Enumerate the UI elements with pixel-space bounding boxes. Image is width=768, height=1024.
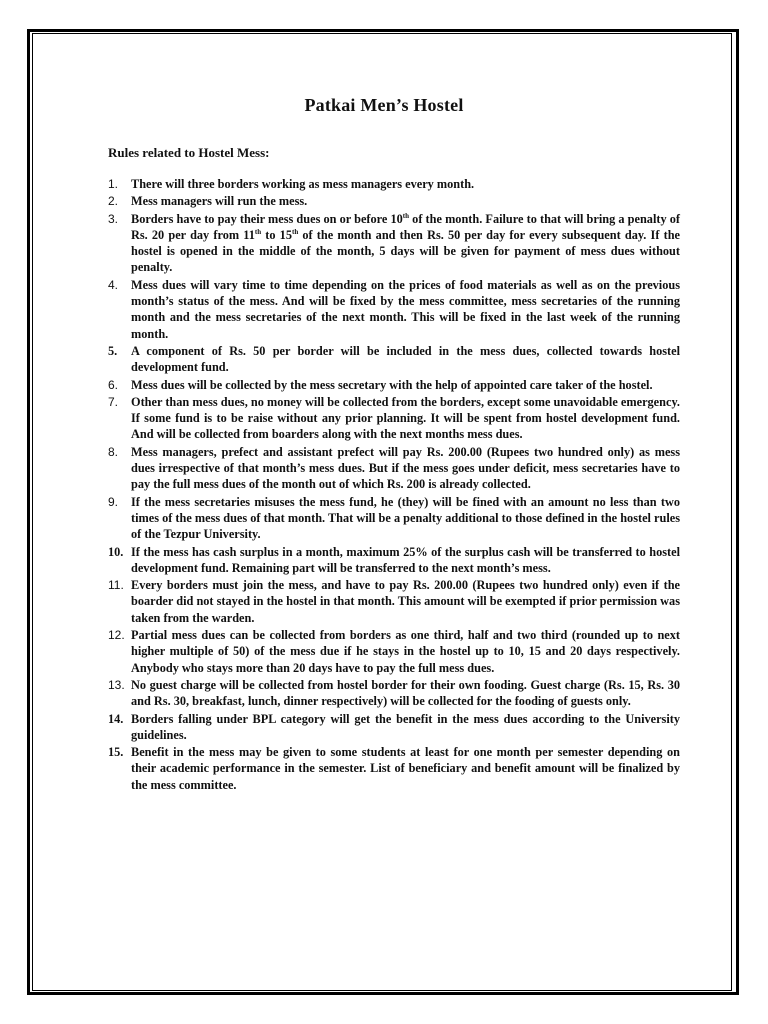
rule-item	[100, 744, 680, 793]
rule-text-segment: A component of Rs. 50 per border will be included in the mess dues, collected towards hostel development fund.	[131, 343, 680, 375]
rule-text	[131, 395, 680, 442]
rule-item	[100, 343, 680, 376]
rule-number: 14.	[108, 711, 124, 726]
rule-text	[131, 378, 653, 392]
rule-text-segment: Borders have to pay their mess dues on or before 10	[131, 211, 403, 226]
rule-text	[131, 177, 474, 191]
rule-number: 15.	[108, 745, 124, 760]
rule-text-segment: Mess dues will vary time to time depending on the prices of food materials as well as on the previous month’s status of the mess. And will be fixed by the mess committee, mess secretaries of the running month and the mess secretaries of the next month. This will be fixed in the last week of the running month.	[131, 277, 680, 341]
rule-item	[100, 211, 680, 276]
rule-text	[131, 495, 680, 542]
rule-item	[100, 394, 680, 443]
rule-number: 8.	[108, 444, 119, 459]
rule-item	[100, 627, 680, 676]
rule-item	[100, 277, 680, 342]
rule-text	[131, 344, 680, 374]
rule-text-segment: of the month. Failure to that will bring a penalty of Rs. 20 per day from 11	[131, 211, 680, 242]
rule-number: 11.	[108, 578, 124, 593]
rule-number: 6.	[108, 377, 119, 392]
rule-text-segment: There will three borders working as mess managers every month.	[131, 177, 475, 191]
rule-text	[131, 445, 680, 492]
rule-text	[131, 545, 680, 575]
ordinal-superscript: th	[402, 211, 410, 220]
rule-item	[100, 577, 680, 626]
rule-text-segment: Borders falling under BPL category will get the benefit in the mess dues according to the University guidelines.	[131, 711, 680, 742]
rule-text	[131, 194, 307, 208]
ordinal-superscript: th	[254, 227, 262, 236]
rule-text-segment: If the mess has cash surplus in a month, maximum 25% of the surplus cash will be transferred to hostel development fund. Remaining part will be transferred to the next month’s mess.	[131, 544, 680, 575]
rule-item	[100, 544, 680, 577]
rule-item	[100, 193, 680, 209]
rule-item	[100, 377, 680, 393]
rule-text-segment: of the month and then Rs. 50 per day for every subsequent day. If the hostel is opened in the middle of the month, 5 days will be given for payment of mess dues without penalty.	[131, 227, 680, 275]
rule-text	[131, 678, 680, 708]
rule-number: 10.	[108, 544, 124, 559]
rule-number: 12.	[108, 628, 125, 643]
rule-number: 2.	[108, 194, 119, 209]
rule-text-segment: If the mess secretaries misuses the mess fund, he (they) will be fined with an amount no less than two times of the mess dues of that month. That will be a penalty additional to those defined in the hostel rules of the Tezpur University.	[131, 494, 680, 542]
rule-item	[100, 444, 680, 493]
rule-text-segment: No guest charge will be collected from hostel border for their own fooding. Guest charge (Rs. 15, Rs. 30 and Rs. 30, breakfast, lunch, dinner respectively) will be collected for the fooding of guests only.	[131, 677, 680, 709]
rule-number: 4.	[108, 277, 119, 292]
rule-item	[100, 711, 680, 744]
rule-text	[131, 745, 680, 792]
rule-item	[100, 494, 680, 543]
rule-number: 7.	[108, 394, 119, 409]
rule-text-segment: Benefit in the mess may be given to some students at least for one month per semester depending on their academic performance in the semester. List of beneficiary and benefit amount will be finalized by the mess committee.	[131, 745, 680, 792]
rule-text-segment: Other than mess dues, no money will be collected from the borders, except some unavoidable emergency. If some fund is to be raise without any prior planning. It will be spent from hostel development fund. And will be collected from boarders along with the next months mess dues.	[131, 394, 680, 442]
rule-text-segment: Partial mess dues can be collected from borders as one third, half and two third (rounded up to next higher multiple of 50) of the mess due if he stays in the hostel up to 10, 15 and 20 days respectively. Anybody who stays more than 20 days have to pay the full mess dues.	[131, 628, 680, 675]
rule-number: 13.	[108, 677, 125, 692]
rules-list	[100, 176, 680, 794]
rule-text	[131, 578, 680, 625]
rule-number: 1.	[108, 177, 119, 191]
rule-number: 3.	[108, 211, 119, 226]
rule-text-segment: Mess managers will run the mess.	[131, 194, 308, 209]
document-subtitle: Rules related to Hostel Mess:	[108, 145, 270, 160]
rule-text-segment: Every borders must join the mess, and have to pay Rs. 200.00 (Rupees two hundred only) even if the boarder did not stayed in the hostel in that month. This amount will be exempted if prior permission was taken from the warden.	[131, 578, 680, 625]
rule-text-segment: Mess dues will be collected by the mess secretary with the help of appointed care taker of the hostel.	[131, 377, 653, 392]
rule-text-segment: Mess managers, prefect and assistant prefect will pay Rs. 200.00 (Rupees two hundred only) as mess dues irrespective of that month’s mess dues. But if the mess goes under deficit, mess secretaries have to pay the full mess dues of the month out of which Rs. 200 is already collected.	[131, 444, 680, 492]
rule-text-segment: to 15	[261, 227, 292, 242]
rule-number: 5.	[108, 343, 118, 358]
rule-number: 9.	[108, 494, 119, 509]
document-title: Patkai Men’s Hostel	[304, 95, 464, 115]
rule-text	[131, 628, 680, 675]
rule-item	[100, 677, 680, 710]
rule-text	[131, 212, 680, 275]
ordinal-superscript: th	[291, 227, 299, 236]
rule-item	[100, 176, 680, 192]
rule-text	[131, 278, 680, 341]
rule-text	[131, 712, 680, 742]
